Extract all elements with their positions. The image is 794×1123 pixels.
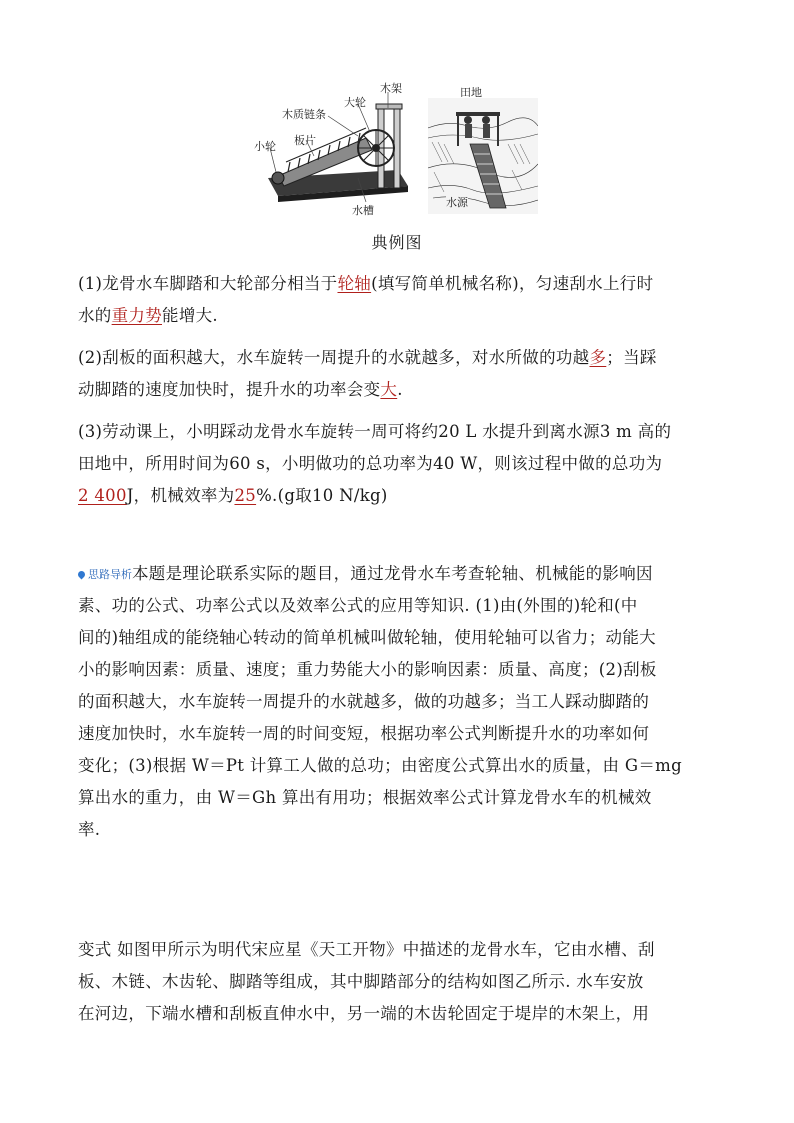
label-field: 田地 bbox=[460, 86, 482, 99]
analysis-line: 变化；(3)根据 W＝Pt 计算工人做的总功；由密度公式算出水的质量，由 G＝mg bbox=[78, 756, 682, 775]
answer-blank: 2 400 bbox=[78, 486, 127, 505]
label-paddle: 板片 bbox=[294, 134, 316, 147]
variant-line: 板、木链、木齿轮、脚踏等组成，其中脚踏部分的结构如图乙所示. 水车安放 bbox=[78, 972, 644, 991]
answer-blank: 大 bbox=[380, 380, 398, 399]
analysis-line: 率. bbox=[78, 820, 101, 839]
farmers-engraving-illustration bbox=[428, 98, 538, 214]
q2-line-2: 动脚踏的速度加快时，提升水的功率会变大. bbox=[78, 380, 403, 399]
location-pin-icon bbox=[77, 570, 87, 580]
q3-line-2: 田地中，所用时间为60 s，小明做功的总功率为40 W，则该过程中做的总功为 bbox=[78, 454, 663, 473]
label-big-wheel: 大轮 bbox=[344, 96, 366, 109]
q1-line-2: 水的重力势能增大. bbox=[78, 306, 218, 325]
variant-line: 在河边，下端水槽和刮板直伸水中，另一端的木齿轮固定于堤岸的木架上，用 bbox=[78, 1004, 650, 1023]
variant-line: 变式 如图甲所示为明代宋应星《天工开物》中描述的龙骨水车，它由水槽、刮 bbox=[78, 940, 655, 959]
answer-blank: 多 bbox=[589, 348, 607, 367]
analysis-line: 思路导析本题是理论联系实际的题目，通过龙骨水车考查轮轴、机械能的影响因 bbox=[78, 558, 718, 590]
figure-caption: 典例图 bbox=[371, 233, 423, 252]
q2-line-1: (2)刮板的面积越大，水车旋转一周提升的水就越多，对水所做的功越多；当踩 bbox=[78, 348, 657, 367]
analysis-line: 小的影响因素：质量、速度；重力势能大小的影响因素：质量、高度；(2)刮板 bbox=[78, 660, 657, 679]
label-trough: 水槽 bbox=[352, 204, 374, 217]
label-wood-frame: 木架 bbox=[380, 82, 402, 95]
analysis-line: 算出水的重力，由 W＝Gh 算出有用功；根据效率公式计算龙骨水车的机械效 bbox=[78, 788, 652, 807]
analysis-line: 间的)轴组成的能绕轴心转动的简单机械叫做轮轴，使用轮轴可以省力；动能大 bbox=[78, 628, 656, 647]
q1-line-1: (1)龙骨水车脚踏和大轮部分相当于轮轴(填写简单机械名称)，匀速刮水上行时 bbox=[78, 274, 654, 293]
label-wood-chain: 木质链条 bbox=[282, 108, 326, 121]
label-small-wheel: 小轮 bbox=[254, 140, 276, 153]
example-figure bbox=[248, 78, 538, 218]
analysis-line: 素、功的公式、功率公式以及效率公式的应用等知识. (1)由(外围的)轮和(中 bbox=[78, 596, 638, 615]
q3-line-3: 2 400J，机械效率为25%.(g取10 N/kg) bbox=[78, 486, 388, 505]
analysis-line: 的面积越大，水车旋转一周提升的水就越多，做的功越多；当工人踩动脚踏的 bbox=[78, 692, 650, 711]
answer-blank: 轮轴 bbox=[337, 274, 372, 293]
analysis-line: 速度加快时，水车旋转一周的时间变短，根据功率公式判断提升水的功率如何 bbox=[78, 724, 650, 743]
variant-block bbox=[78, 934, 718, 1030]
answer-blank: 重力势 bbox=[111, 306, 163, 325]
analysis-block bbox=[78, 558, 718, 846]
answer-blank: 25 bbox=[234, 486, 257, 505]
question-block bbox=[78, 268, 718, 512]
analysis-tag: 思路导析 bbox=[78, 559, 132, 591]
label-water-source: 水源 bbox=[446, 196, 468, 209]
q3-line-1: (3)劳动课上，小明踩动龙骨水车旋转一周可将约20 L 水提升到离水源3 m 高的 bbox=[78, 422, 672, 441]
